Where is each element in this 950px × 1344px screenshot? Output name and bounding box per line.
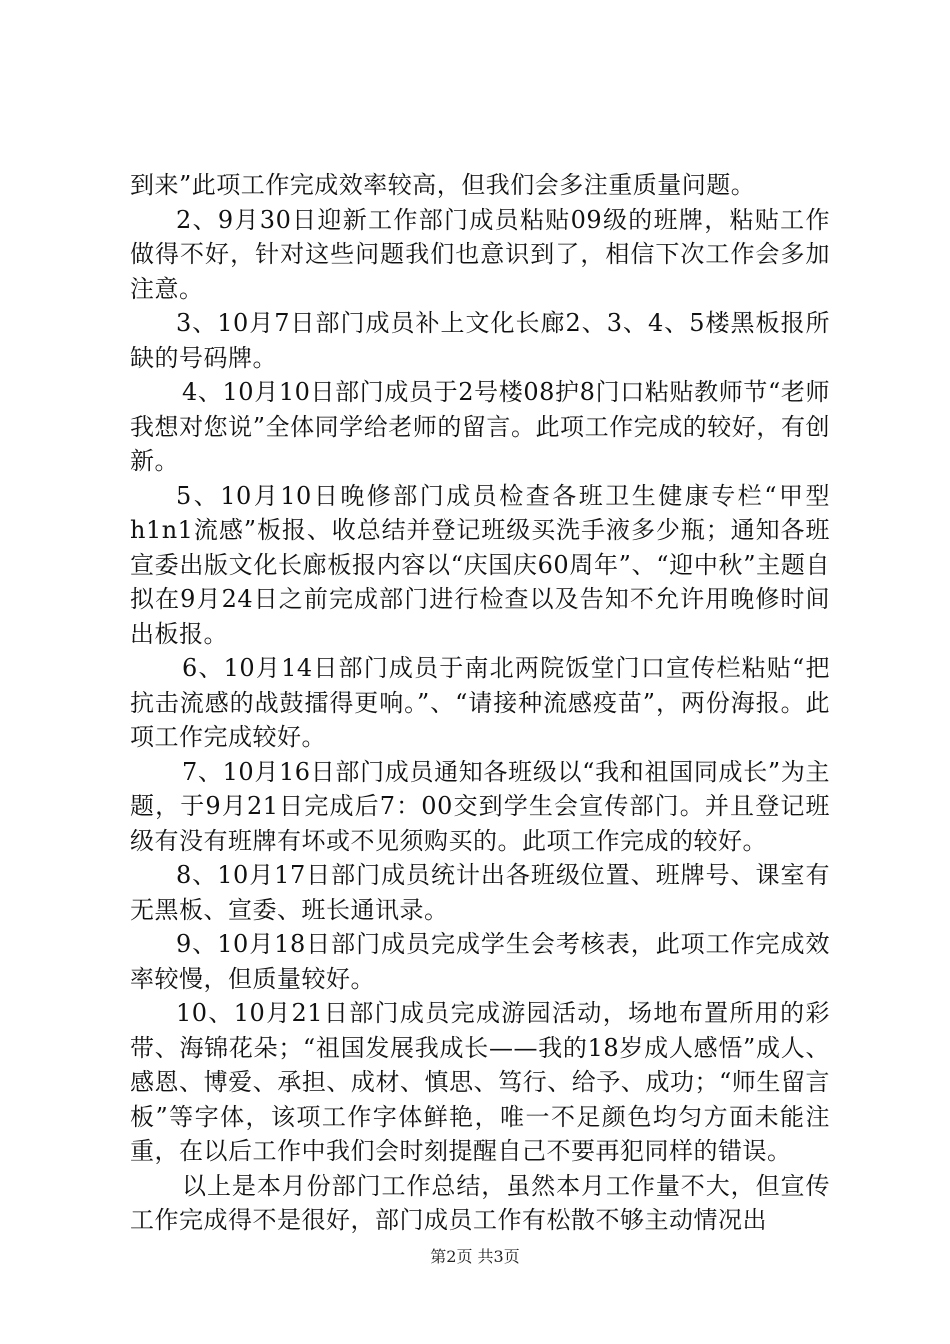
paragraph-item-9: 9、10月18日部门成员完成学生会考核表，此项工作完成效率较慢，但质量较好。 xyxy=(130,930,830,993)
page-number: 第2页 共3页 xyxy=(430,1247,520,1266)
paragraph-item-8: 8、10月17日部门成员统计出各班级位置、班牌号、课室有无黑板、宣委、班长通讯录。 xyxy=(130,861,830,924)
paragraph-item-5: 5、10月10日晚修部门成员检查各班卫生健康专栏“甲型h1n1流感”板报、收总结并登记班级买洗手液多少瓶；通知各班宣委出版文化长廊板报内容以“庆国庆60周年”、“迎中秋”主题自拟在9月24日之前完成部门进行检查以及告知不允许用晚修时间出板报。 xyxy=(130,481,830,648)
paragraph-item-10: 10、10月21日部门成员完成游园活动，场地布置所用的彩带、海锦花朵；“祖国发展我成长——我的18岁成人感悟”成人、感恩、博爱、承担、成材、慎思、笃行、给予、成功；“师生留言板”等字体，该项工作字体鲜艳，唯一不足颜色均匀方面未能注重，在以后工作中我们会时刻提醒自己不要再犯同样的错误。 xyxy=(130,999,830,1165)
paragraph-continuation: 到来”此项工作完成效率较高，但我们会多注重质量问题。 xyxy=(130,171,756,199)
paragraph-item-7: 7、10月16日部门成员通知各班级以“我和祖国同成长”为主题，于9月21日完成后7：00交到学生会宣传部门。并且登记班级有没有班牌有坏或不见须购买的。此项工作完成的较好。 xyxy=(130,757,830,855)
paragraph-item-6: 6、10月14日部门成员于南北两院饭堂门口宣传栏粘贴“把抗击流感的战鼓擂得更响。”、“请接种流感疫苗”，两份海报。此项工作完成较好。 xyxy=(130,654,830,751)
document-body xyxy=(130,168,830,1238)
paragraph-item-4: 4、10月10日部门成员于2号楼08护8门口粘贴教师节“老师我想对您说”全体同学给老师的留言。此项工作完成的较好，有创新。 xyxy=(130,378,830,475)
paragraph-summary: 以上是本月份部门工作总结，虽然本月工作量不大，但宣传工作完成得不是很好，部门成员工作有松散不够主动情况出 xyxy=(130,1171,830,1234)
paragraph-item-2: 2、9月30日迎新工作部门成员粘贴09级的班牌，粘贴工作做得不好，针对这些问题我们也意识到了，相信下次工作会多加注意。 xyxy=(130,205,830,303)
paragraph-item-3: 3、10月7日部门成员补上文化长廊2、3、4、5楼黑板报所缺的号码牌。 xyxy=(130,309,830,372)
